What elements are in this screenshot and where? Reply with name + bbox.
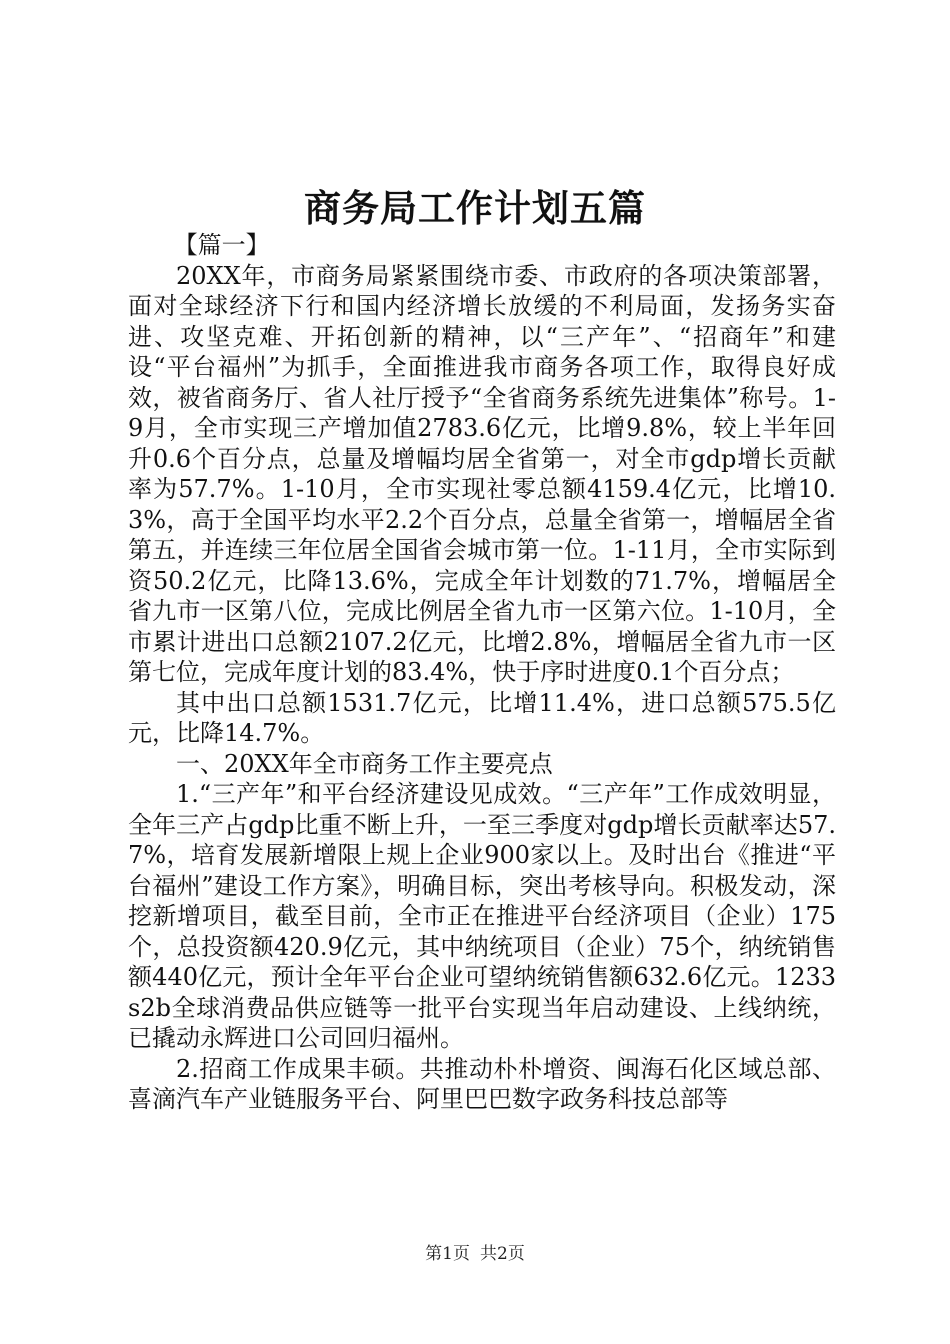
page-total: 共2页 <box>480 1244 525 1264</box>
document-title: 商务局工作计划五篇 <box>304 186 646 230</box>
paragraph-item-2: 2.招商工作成果丰硕。共推动朴朴增资、闽海石化区域总部、喜滴汽车产业链服务平台、阿里巴巴数字政务科技总部等 <box>128 1054 836 1113</box>
page-footer <box>0 1243 950 1265</box>
section-heading-highlights: 一、20XX年全市商务工作主要亮点 <box>176 749 553 778</box>
document-body <box>128 230 836 1115</box>
section-tag: 【篇一】 <box>173 231 270 259</box>
paragraph-item-1: 1.“三产年”和平台经济建设见成效。“三产年”工作成效明显，全年三产占gdp比重不断上升，一至三季度对gdp增长贡献率达57.7%，培育发展新增限上规上企业900家以上。及时出台《推进“平台福州”建设工作方案》，明确目标，突出考核导向。积极发动，深挖新增项目，截至目前，全市正在推进平台经济项目（企业）175个，总投资额420.9亿元，其中纳统项目（企业）75个，纳统销售额440亿元，预计全年平台企业可望纳统销售额632.6亿元。1233s2b全球消费品供应链等一批平台实现当年启动建设、上线纳统，已撬动永辉进口公司回归福州。 <box>128 780 836 1052</box>
page-number: 第1页 <box>425 1244 470 1264</box>
paragraph-intro: 20XX年，市商务局紧紧围绕市委、市政府的各项决策部署，面对全球经济下行和国内经济增长放缓的不利局面，发扬务实奋进、攻坚克难、开拓创新的精神，以“三产年”、“招商年”和建设“平台福州”为抓手，全面推进我市商务各项工作，取得良好成效，被省商务厅、省人社厅授予“全省商务系统先进集体”称号。1-9月，全市实现三产增加值2783.6亿元，比增9.8%，较上半年回升0.6个百分点，总量及增幅均居全省第一，对全市gdp增长贡献率为57.7%。1-10月，全市实现社零总额4159.4亿元，比增10.3%，高于全国平均水平2.2个百分点，总量全省第一，增幅居全省第五，并连续三年位居全国省会城市第一位。1-11月，全市实际到资50.2亿元，比降13.6%，完成全年计划数的71.7%，增幅居全省九市一区第八位，完成比例居全省九市一区第六位。1-10月，全市累计进出口总额2107.2亿元，比增2.8%，增幅居全省九市一区第七位，完成年度计划的83.4%，快于序时进度0.1个百分点； <box>128 261 836 686</box>
paragraph-export-import: 其中出口总额1531.7亿元，比增11.4%，进口总额575.5亿元，比降14.7%。 <box>128 688 836 747</box>
